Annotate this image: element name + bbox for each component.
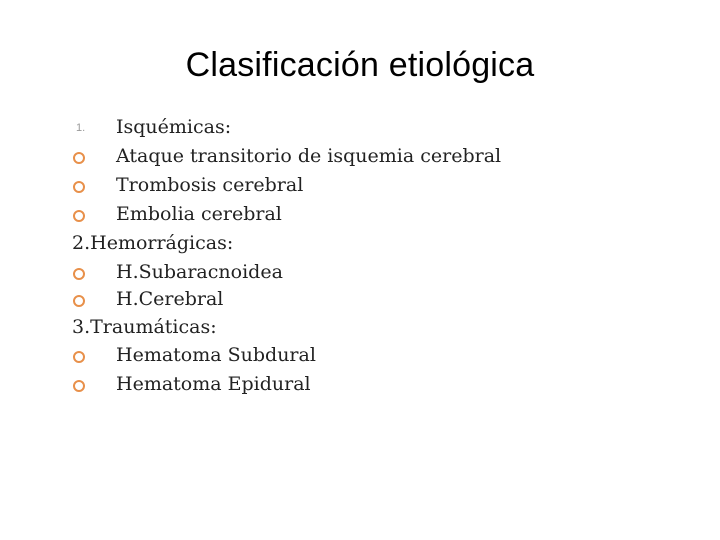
circle-bullet-icon (73, 380, 85, 392)
section-label: 3.Traumáticas: (72, 316, 217, 338)
list-item-label: Ataque transitorio de isquemia cerebral (116, 145, 502, 167)
circle-bullet-icon (73, 351, 85, 363)
section-number: 1. (76, 122, 86, 134)
list-item-label: Trombosis cerebral (116, 174, 304, 196)
section-label: 2.Hemorrágicas: (72, 232, 234, 254)
list-item-label: Hematoma Subdural (116, 344, 316, 366)
list-item-label: Embolia cerebral (116, 203, 282, 225)
circle-bullet-icon (73, 181, 85, 193)
circle-bullet-icon (73, 210, 85, 222)
list-item-label: H.Subaracnoidea (116, 261, 283, 283)
list-item-label: Hematoma Epidural (116, 373, 311, 395)
slide-title: Clasificación etiológica (185, 46, 535, 84)
circle-bullet-icon (73, 152, 85, 164)
list-item-label: H.Cerebral (116, 288, 224, 310)
section-label: Isquémicas: (116, 116, 232, 138)
circle-bullet-icon (73, 295, 85, 307)
circle-bullet-icon (73, 268, 85, 280)
